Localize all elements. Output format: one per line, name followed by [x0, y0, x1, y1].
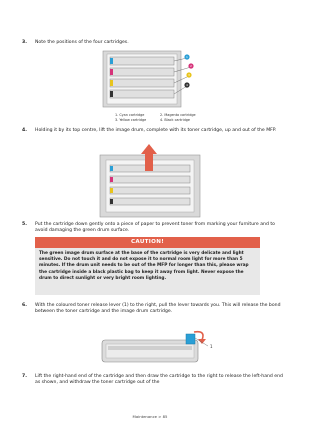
cartridge-slot-black	[110, 90, 174, 98]
step-text: Put the cartridge down gently onto a piece of paper to prevent toner from marking your furniture and to avoid damaging the green drum surface.	[35, 222, 275, 234]
callout-label: 4	[186, 83, 188, 88]
legend-black: 4. Black cartridge	[160, 118, 190, 122]
step-number: 7.	[22, 374, 27, 379]
toner-release-lever-figure	[98, 326, 216, 370]
step-number: 3.	[22, 40, 27, 45]
step-number: 4.	[22, 128, 27, 133]
caution-heading: CAUTION!	[35, 237, 260, 248]
legend-magenta: 2. Magenta cartridge	[160, 113, 196, 117]
cartridge-slot-cyan	[110, 57, 174, 65]
step-number: 6.	[22, 303, 27, 308]
cartridge-slot-yellow	[110, 79, 174, 87]
legend-cyan: 1. Cyan cartridge	[115, 113, 145, 117]
callout-label: 1	[186, 55, 188, 60]
step-text: With the coloured toner release lever (1) to the right, pull the lever towards you. This will release the bond between the toner cartridge and the image drum cartridge.	[35, 303, 281, 315]
step-text: Lift the right-hand end of the cartridge and then draw the cartridge to the right to release the left-hand end as shown, and withdraw the toner cartridge out of the	[35, 374, 283, 386]
legend-yellow: 3. Yellow cartridge	[115, 118, 147, 122]
cartridge-slot-magenta	[110, 68, 174, 76]
step-number: 5.	[22, 222, 27, 227]
callout-label: 3	[188, 73, 190, 78]
toner-release-lever	[186, 334, 195, 344]
callout-label: 2	[190, 64, 192, 69]
callout-label: 1	[210, 344, 213, 349]
caution-box	[35, 237, 260, 295]
caution-text: The green image drum surface at the base of the cartridge is very delicate and light sensitive. Do not touch it and do not expose it to normal room light for more than 5 minutes. If the drum unit needs to be out of the MFP for longer than this, please wrap the cartridge inside a black plastic bag to keep it away from light. Never expose the drum to direct sunlight or very bright room lighting.	[39, 251, 249, 281]
page-footer: Maintenance > 85	[132, 414, 168, 419]
lift-image-drum-figure	[92, 143, 208, 221]
step-text: Holding it by its top centre, lift the image drum, complete with its toner cartridge, up and out of the MFP.	[35, 128, 277, 133]
cartridge-positions-figure	[95, 48, 205, 110]
step-text: Note the positions of the four cartridges.	[35, 40, 129, 45]
